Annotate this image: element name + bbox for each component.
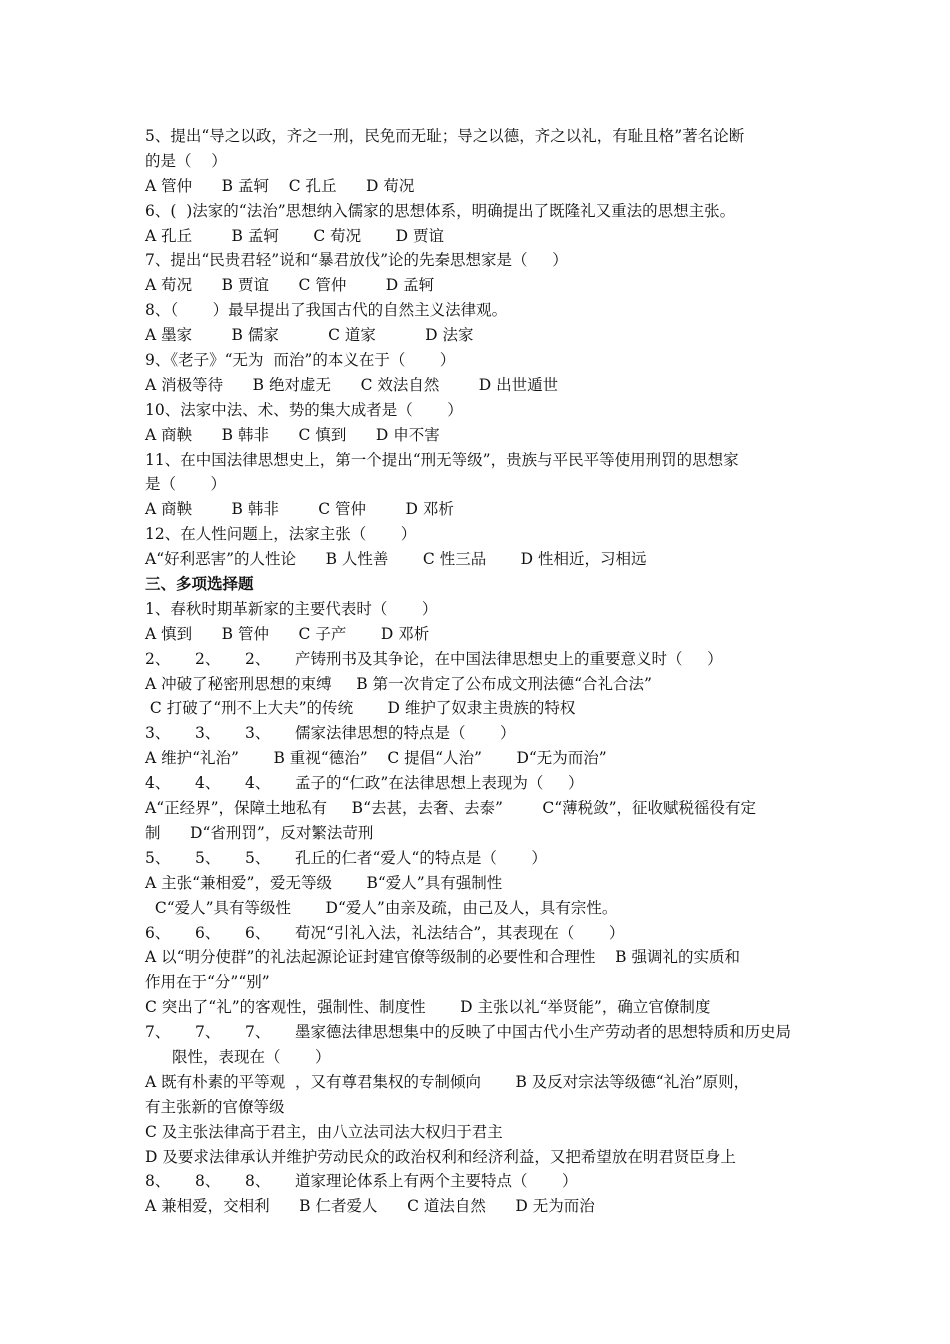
answer-options: C 打破了“刑不上大夫”的传统 D 维护了奴隶主贵族的特权 [145,699,576,718]
text-line: 限性，表现在（ ） [172,1047,331,1066]
answer-options: A 荀况 B 贾谊 C 管仲 D 孟轲 [145,276,435,295]
text-line: 4、 4、 4、 孟子的“仁政”在法律思想上表现为（ ） [145,774,584,793]
text-line: 3、 3、 3、 儒家法律思想的特点是（ ） [145,724,516,743]
text-line: 6、( )法家的“法治”思想纳入儒家的思想体系，明确提出了既隆礼又重法的思想主张。 [145,201,736,220]
answer-options: A 孔丘 B 孟轲 C 荀况 D 贾谊 [145,226,444,245]
text-line: 5、提出“导之以政，齐之一刑，民免而无耻；导之以德，齐之以礼，有耻且格”著名论断 [145,127,745,145]
text-line: 5、 5、 5、 孔丘的仁者“爱人“的特点是（ ） [145,848,547,867]
text-line: 是（ ） [145,475,226,494]
text-line: 12、在人性问题上，法家主张（ ） [145,525,417,544]
answer-options: 作用在于“分”“别” [145,973,270,992]
answer-options: A 墨家 B 儒家 C 道家 D 法家 [145,326,474,345]
answer-options: A“好利恶害”的人性论 B 人性善 C 性三品 D 性相近，习相远 [145,550,647,569]
question-list [145,124,810,1219]
answer-options: A“正经界”，保障土地私有 B“去甚，去奢、去泰” C“薄税敛”，征收赋税徭役有定 [145,799,757,818]
answer-options: 制 D“省刑罚”，反对繁法苛刑 [145,823,374,842]
answer-options: C 及主张法律高于君主，由八立法司法大权归于君主 [145,1122,503,1141]
answer-options: A 维护“礼治” B 重视“德治” C 提倡“人治” D“无为而治” [145,749,607,768]
answer-options: A 兼相爱，交相利 B 仁者爱人 C 道法自然 D 无为而治 [145,1197,595,1216]
answer-options: C 突出了“礼”的客观性，强制性、制度性 D 主张以礼“举贤能”，确立官僚制度 [145,998,711,1017]
answer-options: 有主张新的官僚等级 [145,1097,285,1116]
text-line: 7、 7、 7、 墨家德法律思想集中的反映了中国古代小生产劳动者的思想特质和历史局 [145,1023,791,1042]
answer-options: A 商鞅 B 韩非 C 慎到 D 申不害 [145,425,440,444]
text-line: 8、 8、 8、 道家理论体系上有两个主要特点（ ） [145,1172,578,1191]
answer-options: C“爱人”具有等级性 D“爱人”由亲及疏，由己及人，具有宗性。 [145,898,618,917]
answer-options: A 消极等待 B 绝对虚无 C 效法自然 D 出世遁世 [145,375,559,394]
answer-options: A 慎到 B 管仲 C 子产 D 邓析 [145,624,430,643]
answer-options: A 既有朴素的平等观 ，又有尊君集权的专制倾向 B 及反对宗法等级德“礼治”原则， [145,1072,750,1091]
text-line: 的是（ ） [145,151,227,170]
text-line: 2、 2、 2、 产铸刑书及其争论，在中国法律思想史上的重要意义时（ ） [145,649,723,668]
answer-options: A 以“明分使群”的礼法起源论证封建官僚等级制的必要性和合理性 B 强调礼的实质和 [145,948,740,967]
answer-options: D 及要求法律承认并维护劳动民众的政治权利和经济利益，又把希望放在明君贤臣身上 [145,1147,736,1166]
text-line: 8、（ ）最早提出了我国古代的自然主义法律观。 [145,301,508,320]
answer-options: A 主张“兼相爱”，爱无等级 B“爱人”具有强制性 [145,873,503,892]
text-line: 9、《老子》“无为 而治”的本义在于（ ） [145,351,456,370]
text-line: 10、法家中法、术、势的集大成者是（ ） [145,400,463,419]
text-line: 11、在中国法律思想史上，第一个提出“刑无等级”，贵族与平民平等使用刑罚的思想家 [145,450,739,469]
answer-options: A 商鞅 B 韩非 C 管仲 D 邓析 [145,500,454,519]
text-line: 7、提出“民贵君轻”说和“暴君放伐”论的先秦思想家是（ ） [145,251,568,270]
text-line: 1、春秋时期革新家的主要代表时（ ） [145,599,438,618]
answer-options: A 管仲 B 孟轲 C 孔丘 D 荀况 [145,176,415,195]
section-heading: 三、多项选择题 [145,574,254,594]
answer-options: A 冲破了秘密刑思想的束缚 B 第一次肯定了公布成文刑法德“合礼合法” [145,674,652,693]
text-line: 6、 6、 6、 荀况“引礼入法，礼法结合”，其表现在（ ） [145,923,625,942]
